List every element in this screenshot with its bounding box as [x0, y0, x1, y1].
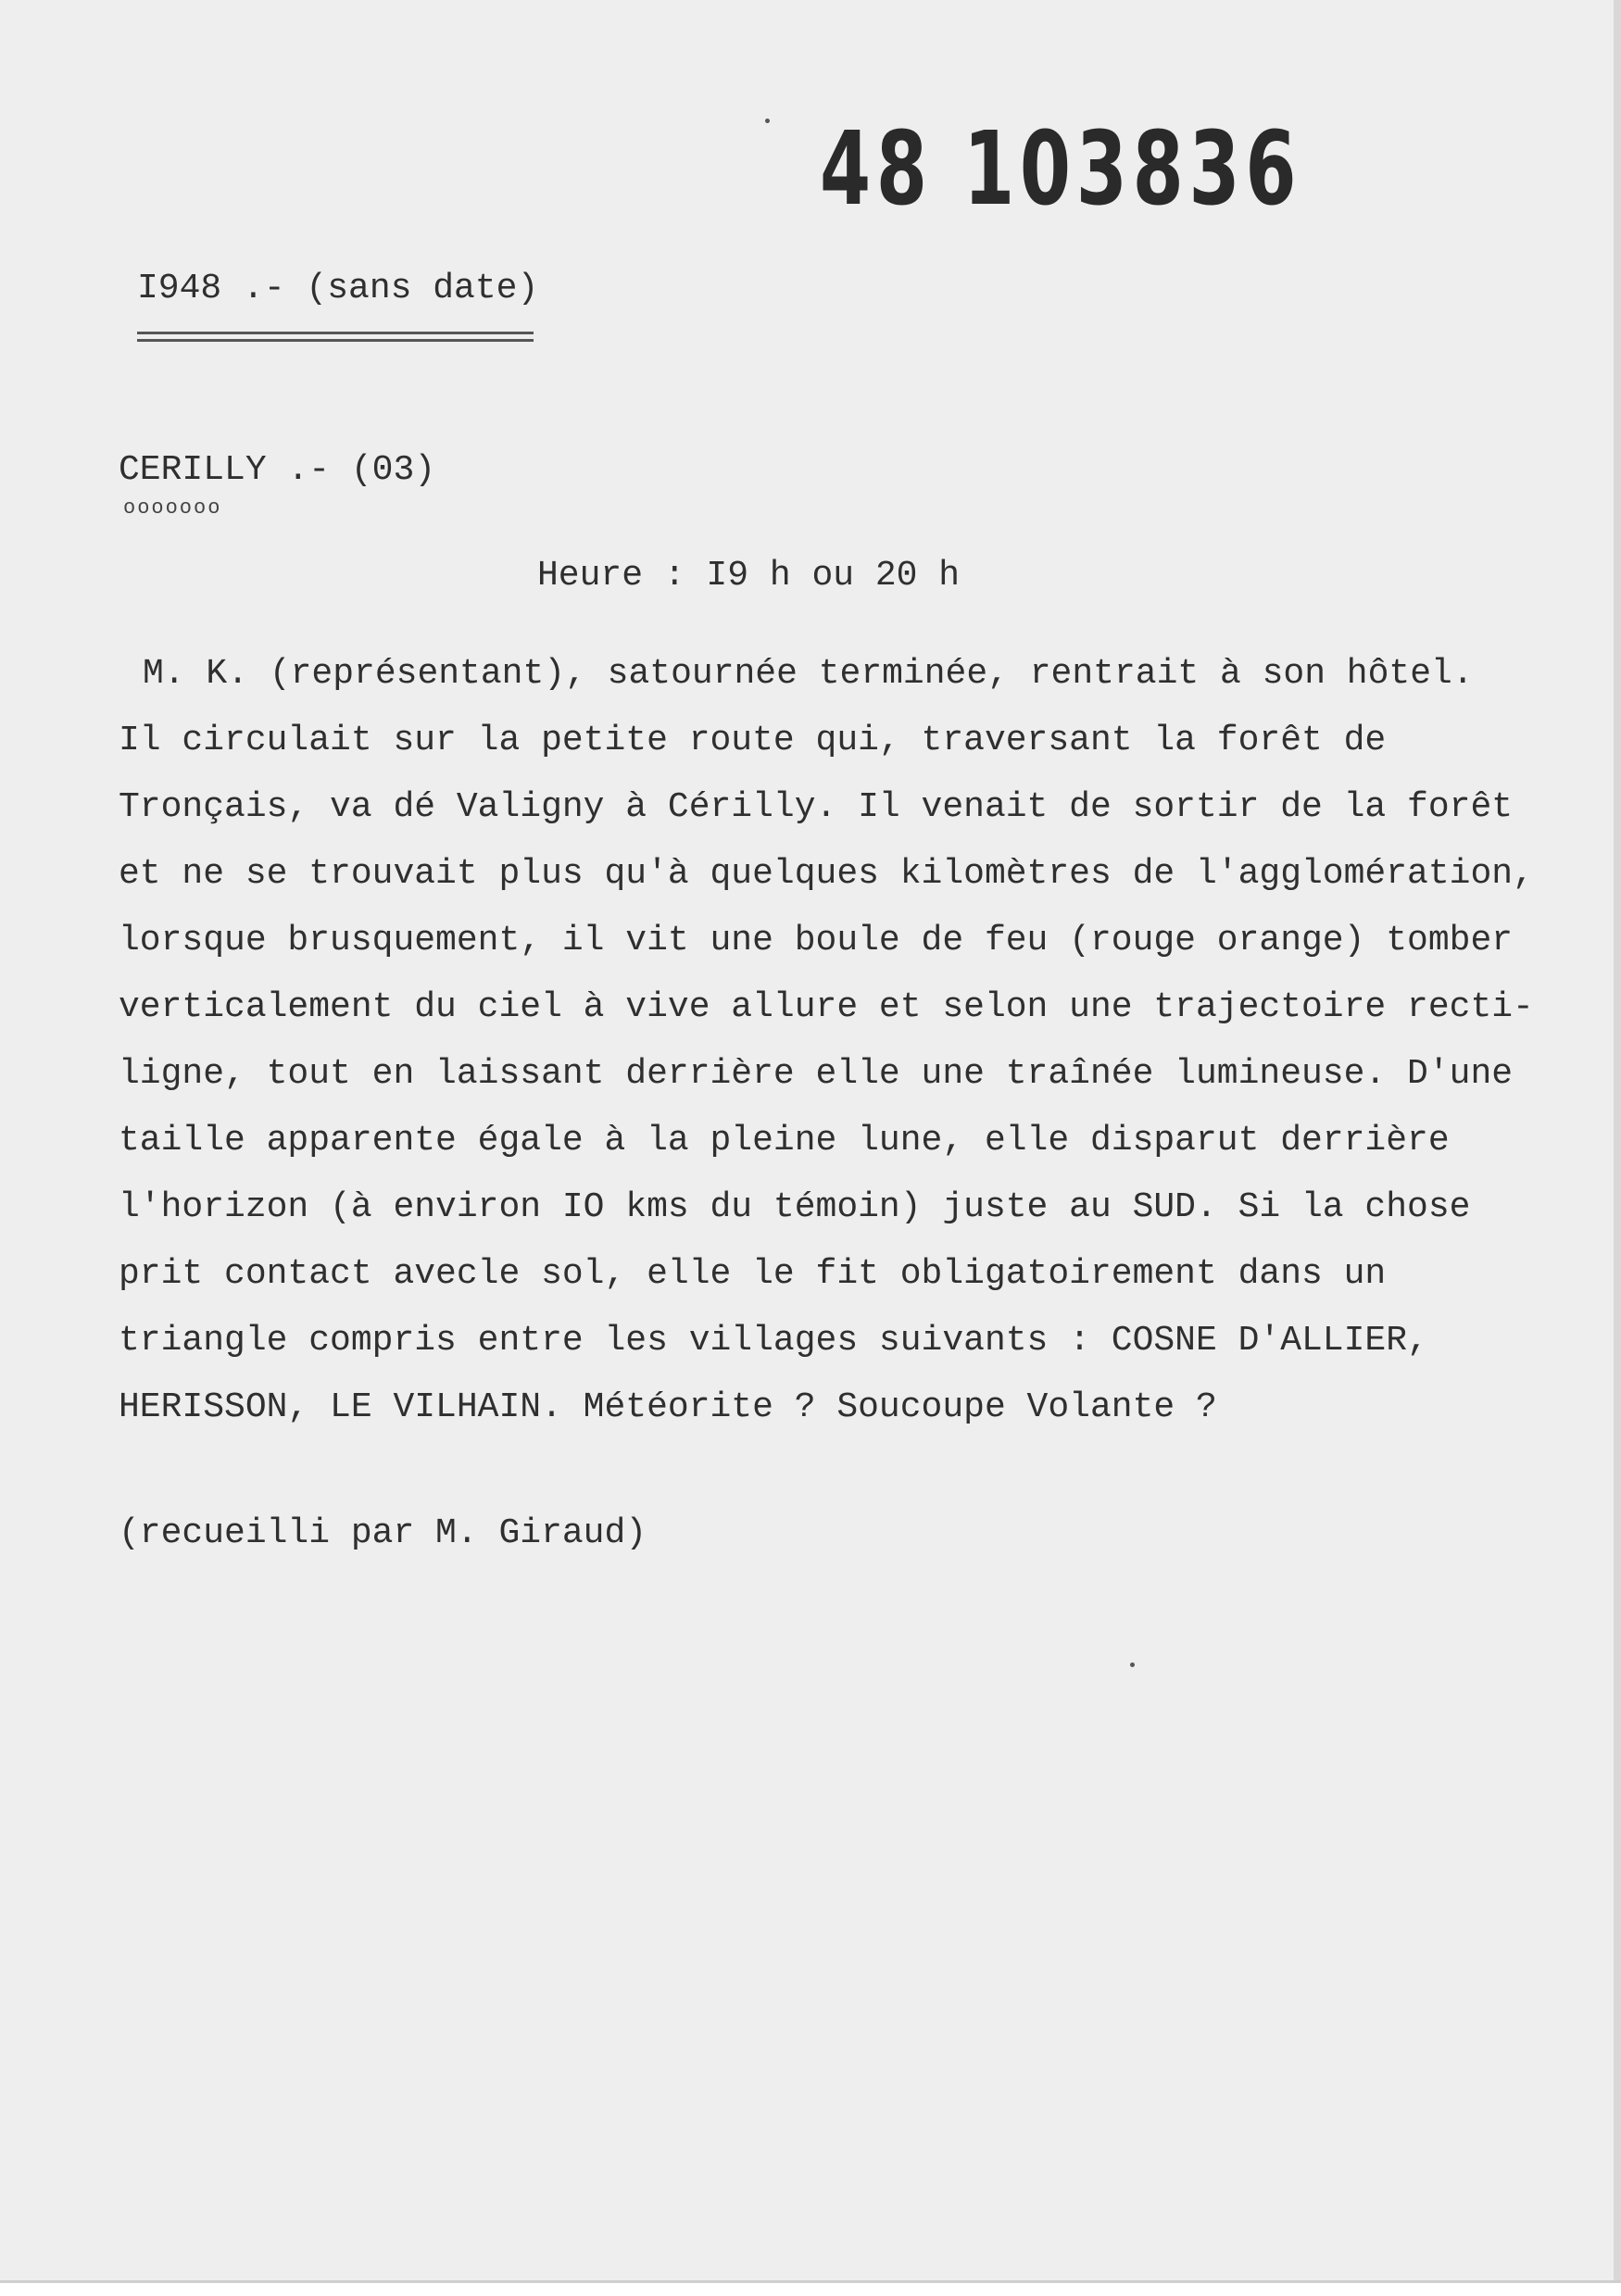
time-line: Heure : I9 h ou 20 h	[537, 556, 961, 596]
body-line: prit contact avecle sol, elle le fit obligatoirement dans un	[119, 1254, 1387, 1294]
body-line: Il circulait sur la petite route qui, traversant la forêt de	[119, 721, 1387, 760]
date-underline-top	[137, 332, 534, 334]
date-heading: I948 .- (sans date)	[137, 269, 539, 308]
body-line: M. K. (représentant), satournée terminée, rentrait à son hôtel.	[143, 654, 1474, 694]
credit-line: (recueilli par M. Giraud)	[119, 1513, 647, 1553]
body-line: et ne se trouvait plus qu'à quelques kilomètres de l'agglomération,	[119, 854, 1534, 894]
body-line: taille apparente égale à la pleine lune, elle disparut derrière	[119, 1121, 1450, 1161]
paper-speck	[765, 119, 770, 123]
paper-edge-right	[1614, 0, 1621, 2296]
place-underline: ooooooo	[123, 496, 222, 520]
document-number-stamp: 48 103836	[820, 109, 1302, 228]
body-line: ligne, tout en laissant derrière elle une traînée lumineuse. D'une	[119, 1054, 1514, 1094]
paper-edge-bottom	[0, 2280, 1621, 2296]
report-body	[119, 641, 1591, 1441]
body-line: HERISSON, LE VILHAIN. Météorite ? Soucoupe Volante ?	[119, 1387, 1217, 1427]
body-line: lorsque brusquement, il vit une boule de feu (rouge orange) tomber	[119, 921, 1514, 960]
date-underline-bottom	[137, 339, 534, 342]
body-line: l'horizon (à environ IO kms du témoin) juste au SUD. Si la chose	[119, 1187, 1471, 1227]
paper-speck	[1130, 1662, 1135, 1667]
body-line: triangle compris entre les villages suivants : COSNE D'ALLIER,	[119, 1321, 1428, 1361]
place-heading: CERILLY .- (03)	[119, 450, 436, 490]
body-line: Tronçais, va dé Valigny à Cérilly. Il venait de sortir de la forêt	[119, 787, 1514, 827]
body-line: verticalement du ciel à vive allure et selon une trajectoire recti-	[119, 987, 1534, 1027]
